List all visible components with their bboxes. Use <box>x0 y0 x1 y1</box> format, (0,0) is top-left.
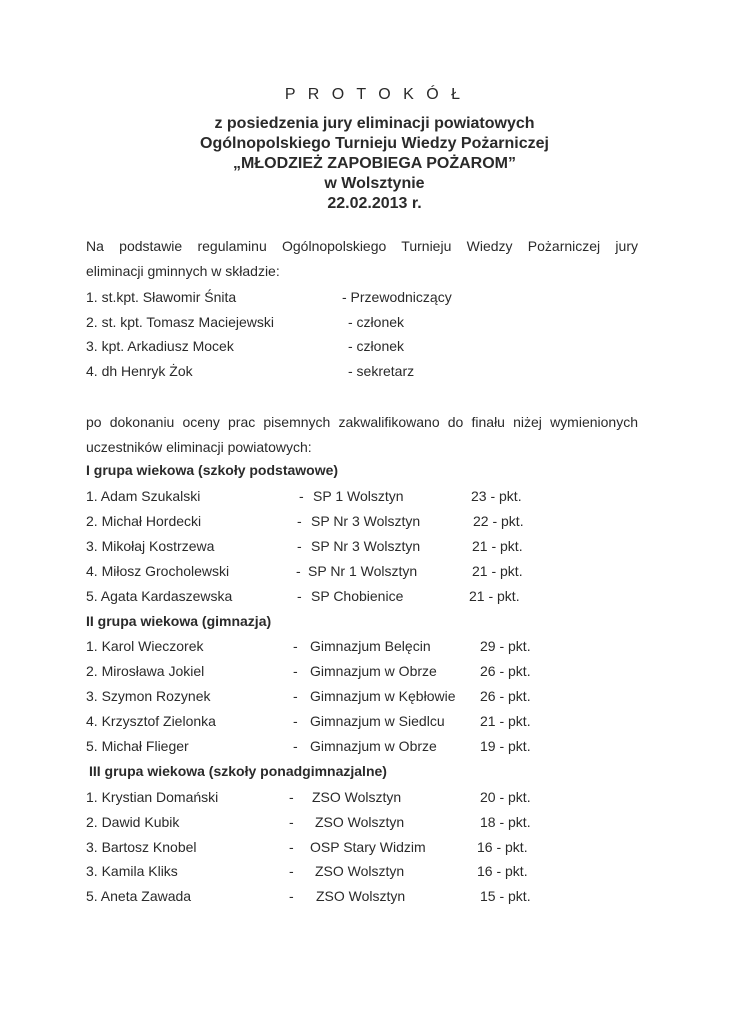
row-dash: - <box>296 563 301 579</box>
participant-school: Gimnazjum w Siedlcu <box>310 713 445 729</box>
participant-points: 21 - pkt. <box>480 713 531 729</box>
row-dash: - <box>299 488 304 504</box>
participant-school: ZSO Wolsztyn <box>315 814 405 830</box>
participant-points: 20 - pkt. <box>480 789 531 805</box>
row-dash: - <box>289 863 294 879</box>
group-1-title: I grupa wiekowa (szkoły podstawowe) <box>86 462 339 478</box>
participant-school: Gimnazjum w Obrze <box>310 738 437 754</box>
jury-member-name: 2. st. kpt. Tomasz Maciejewski <box>86 314 275 330</box>
participant-school: SP Nr 1 Wolsztyn <box>308 563 418 579</box>
participant-school: ZSO Wolsztyn <box>316 888 406 904</box>
intro-line-2: eliminacji gminnych w składzie: <box>86 263 280 279</box>
results-intro-line-2: uczestników eliminacji powiatowych: <box>86 439 312 455</box>
participant-points: 22 - pkt. <box>473 513 524 529</box>
row-dash: - <box>289 888 294 904</box>
group-2-title: II grupa wiekowa (gimnazja) <box>86 613 272 629</box>
row-dash: - <box>297 588 302 604</box>
participant-school: OSP Stary Widzim <box>310 839 426 855</box>
participant-points: 29 - pkt. <box>480 638 531 654</box>
results-intro-line-1: po dokonaniu oceny prac pisemnych zakwalifikowano do finału niżej wymienionych <box>86 414 638 430</box>
row-dash: - <box>293 638 298 654</box>
jury-member-name: 3. kpt. Arkadiusz Mocek <box>86 338 234 354</box>
participant-name: 4. Miłosz Grocholewski <box>86 563 230 579</box>
participant-name: 5. Agata Kardaszewska <box>86 588 233 604</box>
jury-member-role: - sekretarz <box>348 363 415 379</box>
participant-school: SP 1 Wolsztyn <box>313 488 404 504</box>
participant-points: 19 - pkt. <box>480 738 531 754</box>
participant-name: 3. Mikołaj Kostrzewa <box>86 538 215 554</box>
row-dash: - <box>293 713 298 729</box>
participant-points: 15 - pkt. <box>480 888 531 904</box>
participant-school: ZSO Wolsztyn <box>312 789 402 805</box>
participant-name: 3. Szymon Rozynek <box>86 688 211 704</box>
participant-name: 5. Michał Flieger <box>86 738 189 754</box>
row-dash: - <box>293 688 298 704</box>
heading-line-2: Ogólnopolskiego Turnieju Wiedzy Pożarniczej <box>200 135 549 152</box>
participant-school: Gimnazjum Belęcin <box>310 638 431 654</box>
row-dash: - <box>293 663 298 679</box>
participant-name: 1. Adam Szukalski <box>86 488 201 504</box>
participant-points: 26 - pkt. <box>480 663 531 679</box>
jury-member-role: - członek <box>348 338 405 354</box>
row-dash: - <box>293 738 298 754</box>
group-3-title: III grupa wiekowa (szkoły ponadgimnazjalne) <box>89 763 387 779</box>
document-title: P R O T O K Ó Ł <box>284 86 465 103</box>
jury-member-role: - Przewodniczący <box>342 289 452 305</box>
heading-line-1: z posiedzenia jury eliminacji powiatowych <box>214 115 535 132</box>
participant-school: SP Nr 3 Wolsztyn <box>311 513 421 529</box>
participant-school: Gimnazjum w Obrze <box>310 663 437 679</box>
participant-points: 16 - pkt. <box>477 839 528 855</box>
heading-line-3: „MŁODZIEŻ ZAPOBIEGA POŻAROM” <box>233 155 516 172</box>
participant-name: 2. Michał Hordecki <box>86 513 202 529</box>
participant-points: 23 - pkt. <box>471 488 522 504</box>
participant-points: 26 - pkt. <box>480 688 531 704</box>
jury-member-name: 4. dh Henryk Żok <box>86 363 193 379</box>
row-dash: - <box>297 513 302 529</box>
participant-points: 21 - pkt. <box>469 588 520 604</box>
participant-points: 21 - pkt. <box>472 538 523 554</box>
participant-school: SP Nr 3 Wolsztyn <box>311 538 421 554</box>
jury-member-name: 1. st.kpt. Sławomir Śnita <box>86 289 237 305</box>
participant-name: 3. Kamila Kliks <box>86 863 178 879</box>
row-dash: - <box>289 839 294 855</box>
participant-school: ZSO Wolsztyn <box>315 863 405 879</box>
participant-points: 18 - pkt. <box>480 814 531 830</box>
participant-name: 2. Mirosława Jokiel <box>86 663 205 679</box>
jury-member-role: - członek <box>348 314 405 330</box>
participant-points: 21 - pkt. <box>472 563 523 579</box>
participant-name: 1. Krystian Domański <box>86 789 219 805</box>
participant-points: 16 - pkt. <box>477 863 528 879</box>
participant-name: 2. Dawid Kubik <box>86 814 180 830</box>
intro-line-1: Na podstawie regulaminu Ogólnopolskiego Turnieju Wiedzy Pożarniczej jury <box>86 238 638 254</box>
participant-name: 3. Bartosz Knobel <box>86 839 197 855</box>
row-dash: - <box>297 538 302 554</box>
heading-date: 22.02.2013 r. <box>327 195 422 212</box>
heading-line-4: w Wolsztynie <box>324 175 425 192</box>
participant-name: 1. Karol Wieczorek <box>86 638 204 654</box>
participant-school: Gimnazjum w Kębłowie <box>310 688 456 704</box>
row-dash: - <box>289 789 294 805</box>
participant-school: SP Chobienice <box>311 588 404 604</box>
row-dash: - <box>289 814 294 830</box>
participant-name: 5. Aneta Zawada <box>86 888 192 904</box>
participant-name: 4. Krzysztof Zielonka <box>86 713 216 729</box>
